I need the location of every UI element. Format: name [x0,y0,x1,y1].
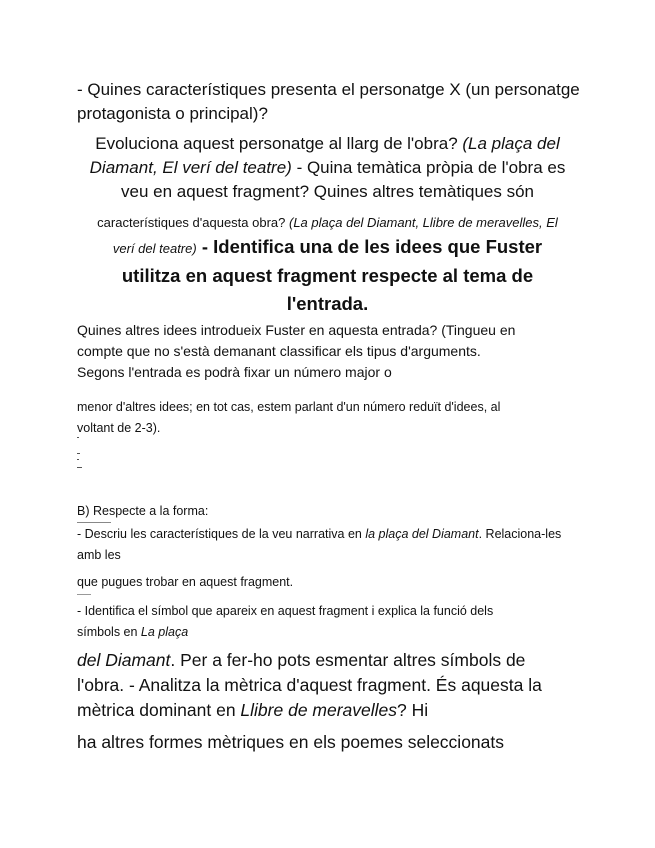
q2-text-line3: veu en aquest fragment? Quines altres temàtiques són [121,182,534,201]
f2-text: símbols en [77,625,141,639]
f3-work-title-2: Llibre de meravelles [240,700,398,720]
tiny-mark [77,437,79,438]
tiny-mark [77,459,79,460]
q3-bold-line3: utilitza en aquest fragment respecte al tema de [121,265,534,286]
q2-work-title: (La plaça del [462,134,560,153]
q2-text: Evoluciona aquest personatge al llarg de l'obra? [95,134,463,153]
f3-text-end: ? Hi [397,700,429,720]
f3-work-title: del Diamant [77,650,171,670]
p1-line3: Segons l'entrada es podrà fixar un número major o [77,364,392,380]
f2-work-title: La plaça [140,625,189,639]
q3-work-titles: (La plaça del Diamant, Llibre de meravelles, El [289,215,558,230]
tiny-mark [77,467,82,468]
f1-work-title: la plaça del Diamant [365,527,479,541]
section-b-heading: B) Respecte a la forma: [77,504,209,518]
form-item-narrative-voice [77,524,597,566]
q3-bold-question: - Identifica una de les idees que Fuster [196,236,543,257]
p1-line2: compte que no s'està demanant classificar els tipus d'arguments. [77,343,481,359]
q3-work-title-cont: verí del teatre) [112,241,197,256]
f1-text-cont: . Relaciona-les [478,527,562,541]
p2-line1: menor d'altres idees; en tot cas, estem parlant d'un número reduït d'idees, al [77,400,501,414]
f3-text: . Per a fer-ho pots esmentar altres símbols de [170,650,526,670]
p1-line1: Quines altres idees introdueix Fuster en aquesta entrada? (Tingueu en [77,322,516,338]
q3-text: característiques d'aquesta obra? [97,215,289,230]
question-character: - Quines característiques presenta el personatge X (un personatge protagonista o principal)? [77,80,580,123]
form-item-symbol [77,601,597,643]
paragraph-ideas [77,320,597,383]
divider [77,594,91,595]
form-item-narrative-voice-cont: que pugues trobar en aquest fragment. [77,575,294,589]
f2-line1: - Identifica el símbol que apareix en aquest fragment i explica la funció dels [77,604,494,618]
tiny-mark [77,453,80,454]
paragraph-ideas-cont [77,397,597,439]
q3-bold-line4: l'entrada. [286,293,369,314]
f3-text-cont: mètrica dominant en [77,700,241,720]
q2-work-title-cont: Diamant, El verí del teatre) [89,158,292,177]
question-evolution [70,132,585,204]
f1-text: - Descriu les característiques de la veu narrativa en [77,527,366,541]
divider [77,522,111,523]
f3-line2: l'obra. - Analitza la mètrica d'aquest fragment. És aquesta la [77,675,542,695]
form-item-symbol-cont [77,648,597,723]
form-item-metrics: ha altres formes mètriques en els poemes seleccionats [77,732,505,752]
question-themes [70,212,585,318]
f1-line2: amb les [77,548,121,562]
p2-line2: voltant de 2-3). [77,421,161,435]
q2-text-cont: - Quina temàtica pròpia de l'obra es [291,158,566,177]
